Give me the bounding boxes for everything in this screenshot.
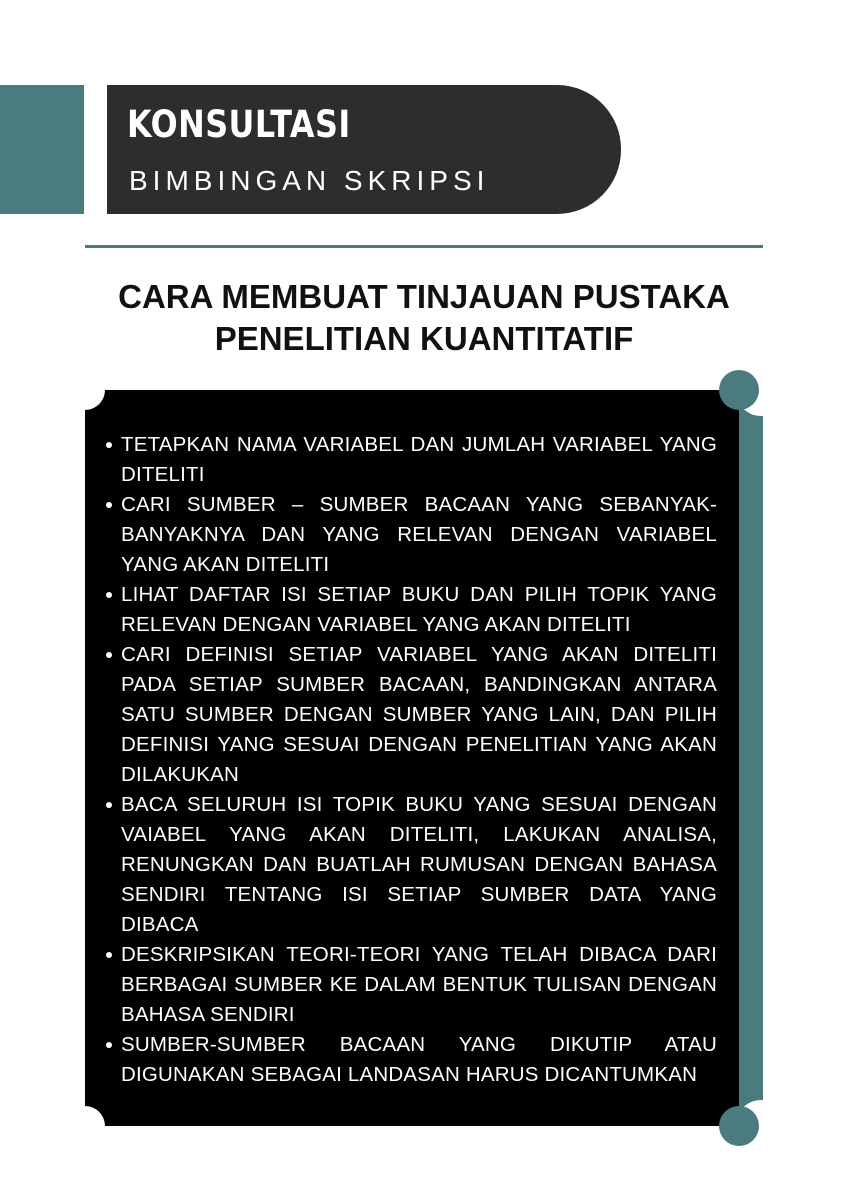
card-corner-notch-bottom-left (65, 1106, 105, 1146)
list-item-text: CARI DEFINISI SETIAP VARIABEL YANG AKAN DITELITI PADA SETIAP SUMBER BACAAN, BANDINGKAN ANTARA SATU SUMBER DENGAN SUMBER YANG LAIN, DAN PILIH DEFINISI YANG SESUAI DENGAN PENELITIAN YANG AKAN DILAKUKAN (121, 643, 717, 786)
list-item (103, 940, 717, 1030)
list-item-text: CARI SUMBER – SUMBER BACAAN YANG SEBANYAK-BANYAKNYA DAN YANG RELEVAN DENGAN VARIABEL YANG AKAN DITELITI (121, 493, 717, 576)
bullet-icon (106, 952, 112, 958)
bullet-icon (106, 502, 112, 508)
header-banner (107, 85, 621, 214)
list-item-text: SUMBER-SUMBER BACAAN YANG DIKUTIP ATAU DIGUNAKAN SEBAGAI LANDASAN HARUS DICANTUMKAN (121, 1033, 717, 1086)
list-item-text: BACA SELURUH ISI TOPIK BUKU YANG SESUAI DENGAN VAIABEL YANG AKAN DITELITI, LAKUKAN ANALISA, RENUNGKAN DAN BUATLAH RUMUSAN DENGAN BAHASA SENDIRI TENTANG ISI SETIAP SUMBER DATA YANG DIBACA (121, 793, 717, 936)
header-subtitle: BIMBINGAN SKRIPSI (129, 165, 490, 196)
bullet-icon (106, 442, 112, 448)
list-item (103, 1030, 717, 1090)
page-title-line-2: PENELITIAN KUANTITATIF (214, 320, 634, 357)
bullet-icon (106, 652, 112, 658)
list-item (103, 790, 717, 940)
steps-list (103, 430, 717, 1090)
bullet-icon (106, 1042, 112, 1048)
list-item-text: TETAPKAN NAMA VARIABEL DAN JUMLAH VARIABEL YANG DITELITI (121, 433, 717, 486)
card-corner-notch-top-right (719, 370, 759, 410)
list-item-text: DESKRIPSIKAN TEORI-TEORI YANG TELAH DIBACA DARI BERBAGAI SUMBER KE DALAM BENTUK TULISAN DENGAN BAHASA SENDIRI (121, 943, 717, 1026)
bullet-icon (106, 802, 112, 808)
page-title (40, 276, 808, 360)
list-item (103, 580, 717, 640)
divider (85, 245, 763, 248)
list-item (103, 490, 717, 580)
list-item (103, 430, 717, 490)
page-title-line-1: CARA MEMBUAT TINJAUAN PUSTAKA (118, 278, 730, 315)
card-corner-notch-bottom-right (719, 1106, 759, 1146)
list-item-text: LIHAT DAFTAR ISI SETIAP BUKU DAN PILIH TOPIK YANG RELEVAN DENGAN VARIABEL YANG AKAN DITELITI (121, 583, 717, 636)
bullet-icon (106, 592, 112, 598)
header-title: KONSULTASI (127, 103, 351, 146)
card-corner-notch-top-left (65, 370, 105, 410)
list-item (103, 640, 717, 790)
header-accent-block (0, 85, 84, 214)
